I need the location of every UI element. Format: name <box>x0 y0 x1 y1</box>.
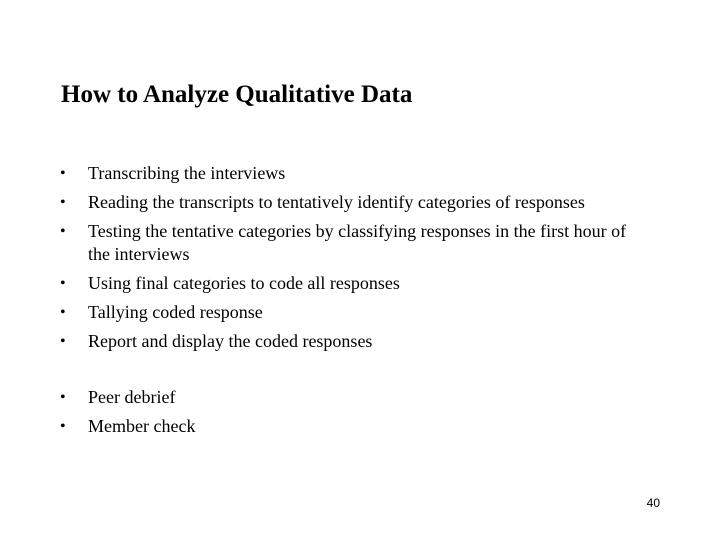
list-item <box>60 298 680 327</box>
list-item-text: Testing the tentative categories by classifying responses in the first hour of the interviews <box>88 221 627 264</box>
list-item-text: Using final categories to code all responses <box>88 273 400 293</box>
secondary-bullet-list <box>60 383 680 441</box>
list-item <box>60 188 680 217</box>
list-item-text: Report and display the coded responses <box>88 331 373 351</box>
bullet-icon: • <box>60 275 66 292</box>
list-item-text: Peer debrief <box>88 387 176 407</box>
bullet-icon: • <box>60 418 66 435</box>
list-item <box>60 269 680 298</box>
list-item-text: Reading the transcripts to tentatively identify categories of responses <box>88 192 585 212</box>
list-item-text: Member check <box>88 416 196 436</box>
primary-bullet-list <box>60 159 680 356</box>
list-item <box>60 217 680 269</box>
bullet-icon: • <box>60 389 66 406</box>
bullet-icon: • <box>60 223 66 240</box>
list-item-text: Tallying coded response <box>88 302 263 322</box>
bullet-icon: • <box>60 194 66 211</box>
page-number: 40 <box>646 496 660 510</box>
list-item <box>60 383 680 412</box>
list-item-text: Transcribing the interviews <box>88 163 286 183</box>
bullet-icon: • <box>60 333 66 350</box>
list-item <box>60 412 680 441</box>
list-item <box>60 327 680 356</box>
bullet-icon: • <box>60 304 66 321</box>
bullet-icon: • <box>60 165 66 182</box>
slide-title: How to Analyze Qualitative Data <box>61 81 413 108</box>
list-item <box>60 159 680 188</box>
